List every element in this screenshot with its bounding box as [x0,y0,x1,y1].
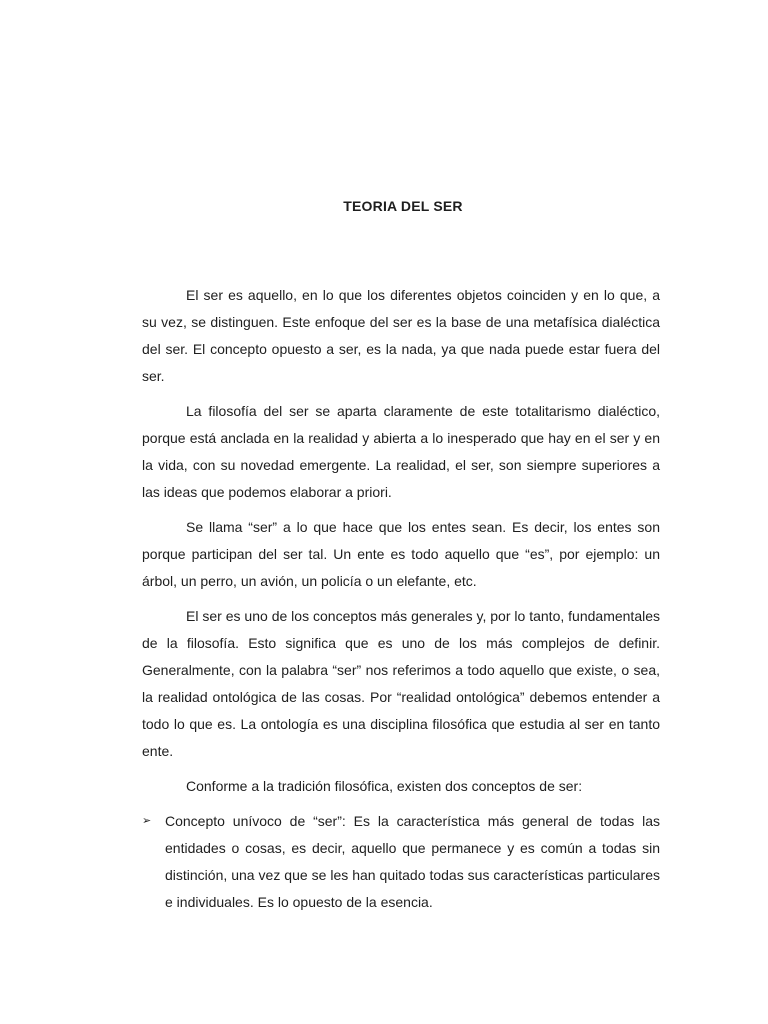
arrow-bullet-icon: ➢ [142,815,152,827]
document-title: TEORIA DEL SER [343,198,463,214]
paragraph-4: El ser es uno de los conceptos más generales y, por lo tanto, fundamentales de la filosofía. Esto significa que es uno de los más complejos de definir. Generalmente, con la palabra “ser” nos referimos a todo aquello que existe, o sea, la realidad ontológica de las cosas. Por “realidad ontológica” debemos entender a todo lo que es. La ontología es una disciplina filosófica que estudia al ser en tanto ente. [142,608,660,759]
concepts-list [142,808,660,916]
paragraph-2: La filosofía del ser se aparta claramente de este totalitarismo dialéctico, porque está anclada en la realidad y abierta a lo inesperado que hay en el ser y en la vida, con su novedad emergente. La realidad, el ser, son siempre superiores a las ideas que podemos elaborar a priori. [142,403,660,500]
document-body [142,282,660,916]
list-item-text: Concepto unívoco de “ser”: Es la característica más general de todas las entidades o cosas, es decir, aquello que permanece y es común a todas sin distinción, una vez que se les han quitado todas sus características particulares e individuales. Es lo opuesto de la esencia. [165,813,660,910]
list-item [142,808,660,916]
paragraph-1: El ser es aquello, en lo que los diferentes objetos coinciden y en lo que, a su vez, se distinguen. Este enfoque del ser es la base de una metafísica dialéctica del ser. El concepto opuesto a ser, es la nada, ya que nada puede estar fuera del ser. [142,287,660,384]
paragraph-5: Conforme a la tradición filosófica, existen dos conceptos de ser: [186,778,583,794]
paragraph-3: Se llama “ser” a lo que hace que los entes sean. Es decir, los entes son porque participan del ser tal. Un ente es todo aquello que “es”, por ejemplo: un árbol, un perro, un avión, un policía o un elefante, etc. [142,519,660,589]
